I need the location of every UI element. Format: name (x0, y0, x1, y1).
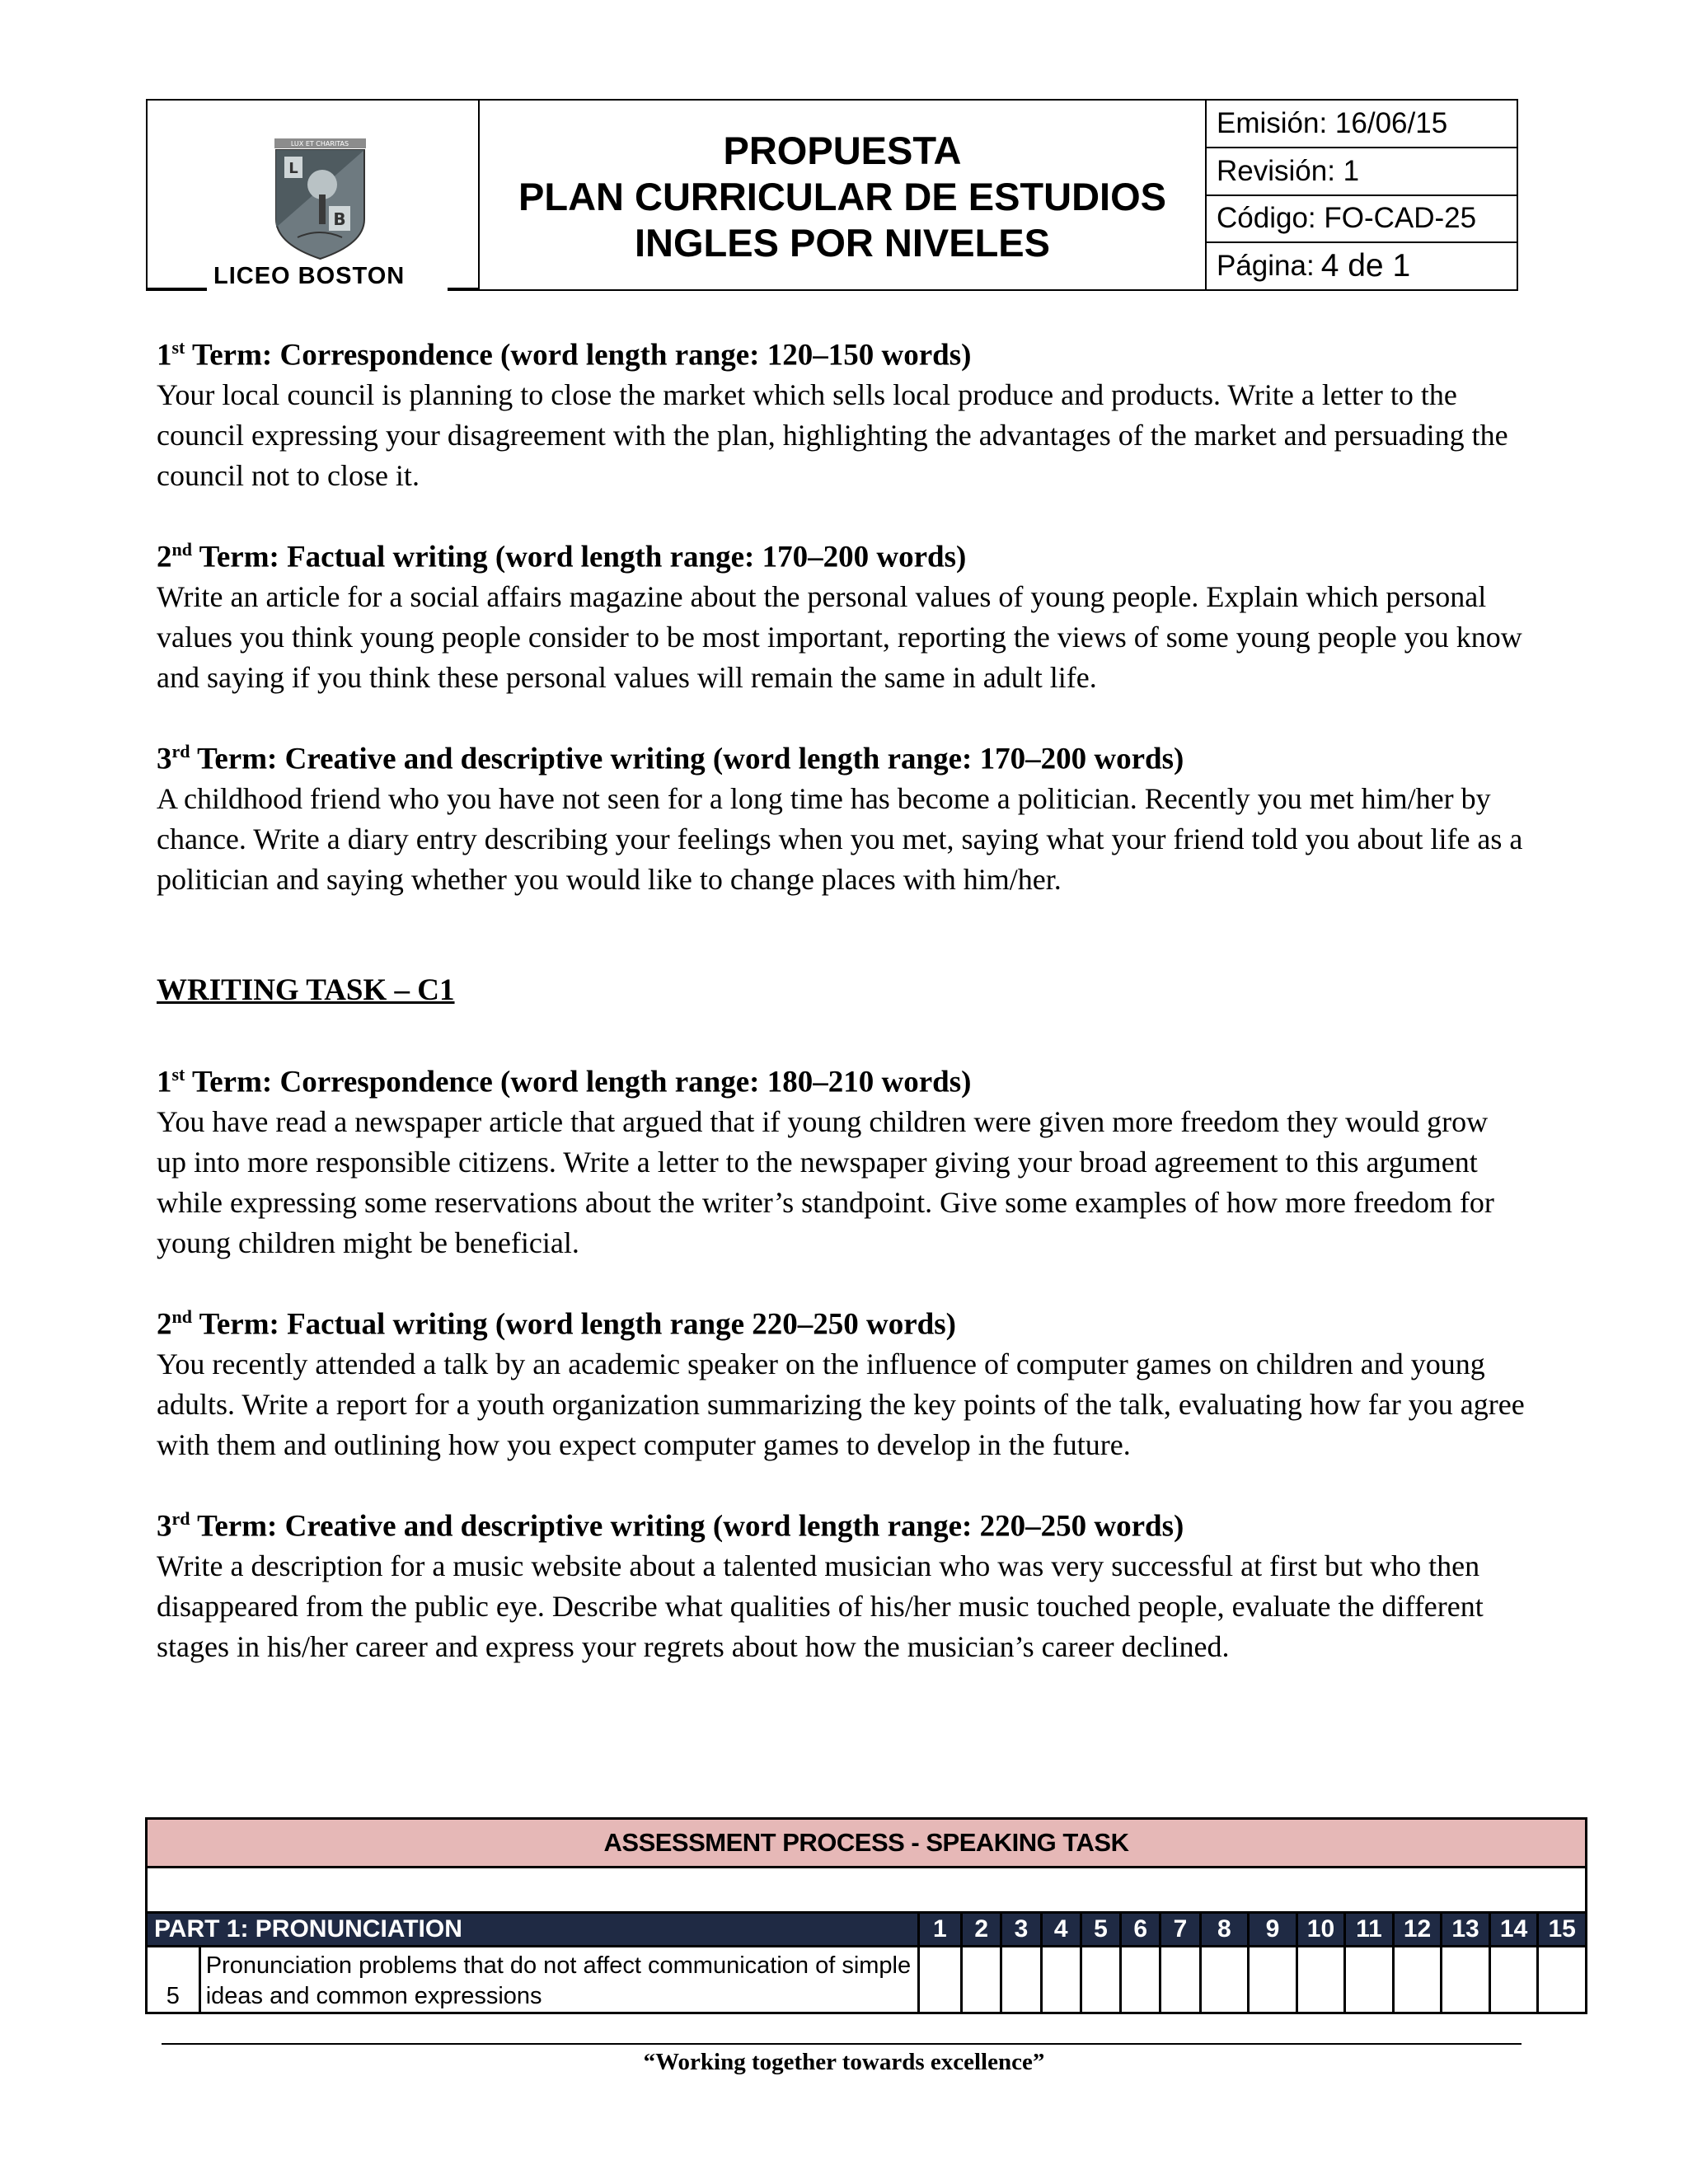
criteria-text: Pronunciation problems that do not affect communication of simple ideas and common expressions (199, 1947, 918, 2013)
footer-divider (162, 2043, 1522, 2045)
svg-text:B: B (333, 209, 346, 229)
column-header: 10 (1296, 1913, 1345, 1947)
criteria-score: 5 (147, 1947, 200, 2013)
column-header: 12 (1393, 1913, 1442, 1947)
section-title-c1: WRITING TASK – C1 (157, 973, 455, 1007)
score-cell[interactable] (1393, 1947, 1442, 2013)
assessment-title-row (147, 1819, 1587, 1868)
score-cell[interactable] (1001, 1947, 1041, 2013)
school-crest-icon (273, 137, 368, 260)
term-block (157, 731, 1525, 900)
document-meta (1207, 101, 1517, 289)
term-heading: 3rd Term: Creative and descriptive writing (word length range: 170–200 words) (157, 741, 1184, 776)
part-label: PART 1: PRONUNCIATION (147, 1913, 919, 1947)
column-header: 4 (1041, 1913, 1081, 1947)
part-header-row (147, 1913, 1587, 1947)
page-label: Página: (1217, 250, 1315, 283)
term-body: You have read a newspaper article that argued that if young children were given more freedom they would grow up into more responsible citizens. Write a letter to the newspaper giving your broad agreement to this argument while expressing some reservations about the writer’s standpoint. Give some examples of how more freedom for young children might be beneficial. (157, 1105, 1494, 1260)
term-heading: 2nd Term: Factual writing (word length range: 170–200 words) (157, 539, 967, 574)
term-block (157, 529, 1525, 698)
page-number (1207, 243, 1517, 289)
document-header (146, 99, 1518, 291)
term-body: Your local council is planning to close the market which sells local produce and products. Write a letter to the council expressing your disagreement with the plan, highlighting the advantages of the market and persuading the council not to close it. (157, 378, 1508, 493)
score-cell[interactable] (1538, 1947, 1587, 2013)
column-header: 14 (1489, 1913, 1538, 1947)
term-heading: 3rd Term: Creative and descriptive writing (word length range: 220–250 words) (157, 1508, 1184, 1544)
score-cell[interactable] (1442, 1947, 1490, 2013)
score-cell[interactable] (962, 1947, 1001, 2013)
column-header: 7 (1160, 1913, 1200, 1947)
column-header: 9 (1249, 1913, 1297, 1947)
score-cell[interactable] (1121, 1947, 1160, 2013)
column-header: 2 (962, 1913, 1001, 1947)
crest-motto: LUX ET CHARITAS (290, 140, 349, 148)
title-line-3: INGLES POR NIVELES (634, 220, 1051, 265)
term-heading: 2nd Term: Factual writing (word length range 220–250 words) (157, 1306, 956, 1342)
assessment-title: ASSESSMENT PROCESS - SPEAKING TASK (147, 1819, 1587, 1868)
svg-text:L: L (288, 160, 298, 177)
term-heading: 1st Term: Correspondence (word length range: 180–210 words) (157, 1064, 972, 1099)
logo-cell (148, 101, 480, 289)
term-body: Write a description for a music website about a talented musician who was very successful at first but who then disappeared from the public eye. Describe what qualities of his/her music touched people, evaluate the different stages in his/her career and express your regrets about how the musician’s career declined. (157, 1549, 1484, 1664)
title-line-1: PROPUESTA (723, 128, 962, 172)
score-cell[interactable] (1489, 1947, 1538, 2013)
criteria-row (147, 1947, 1587, 2013)
column-header: 3 (1001, 1913, 1041, 1947)
column-header: 13 (1442, 1913, 1490, 1947)
column-header: 1 (918, 1913, 961, 1947)
score-cell[interactable] (1296, 1947, 1345, 2013)
document-title (480, 101, 1207, 289)
emission-date: Emisión: 16/06/15 (1207, 101, 1517, 148)
column-header: 11 (1345, 1913, 1394, 1947)
score-cell[interactable] (1200, 1947, 1249, 2013)
assessment-table (145, 1817, 1587, 2014)
term-block (157, 327, 1525, 496)
term-block (157, 1296, 1525, 1465)
score-cell[interactable] (918, 1947, 961, 2013)
term-body: You recently attended a talk by an academic speaker on the influence of computer games on children and young adults. Write a report for a youth organization summarizing the key points of the talk, evaluating how far you agree with them and outlining how you expect computer games to develop in the future. (157, 1347, 1525, 1462)
score-cell[interactable] (1345, 1947, 1394, 2013)
document-code: Código: FO-CAD-25 (1207, 196, 1517, 244)
score-cell[interactable] (1249, 1947, 1297, 2013)
score-cell[interactable] (1081, 1947, 1120, 2013)
column-header: 6 (1121, 1913, 1160, 1947)
revision-number: Revisión: 1 (1207, 148, 1517, 196)
column-header: 5 (1081, 1913, 1120, 1947)
term-block (157, 1498, 1525, 1667)
term-body: Write an article for a social affairs magazine about the personal values of young people. Explain which personal values you think young people consider to be most important, reporting the views of some young people you know and saying if you think these personal values will remain the same in adult life. (157, 580, 1522, 695)
term-body: A childhood friend who you have not seen for a long time has become a politician. Recently you met him/her by chance. Write a diary entry describing your feelings when you met, saying what your friend told you about life as a politician and saying whether you would like to change places with him/her. (157, 782, 1523, 897)
page-value: 4 de 1 (1320, 248, 1411, 284)
column-header: 8 (1200, 1913, 1249, 1947)
term-block (157, 1054, 1525, 1263)
title-line-2: PLAN CURRICULAR DE ESTUDIOS (518, 174, 1166, 218)
footer-motto: “Working together towards excellence” (643, 2049, 1045, 2075)
score-cell[interactable] (1160, 1947, 1200, 2013)
blank-row (147, 1868, 1587, 1913)
term-heading: 1st Term: Correspondence (word length range: 120–150 words) (157, 337, 972, 373)
school-name: LICEO BOSTON (213, 263, 406, 289)
score-cell[interactable] (1041, 1947, 1081, 2013)
column-header: 15 (1538, 1913, 1587, 1947)
